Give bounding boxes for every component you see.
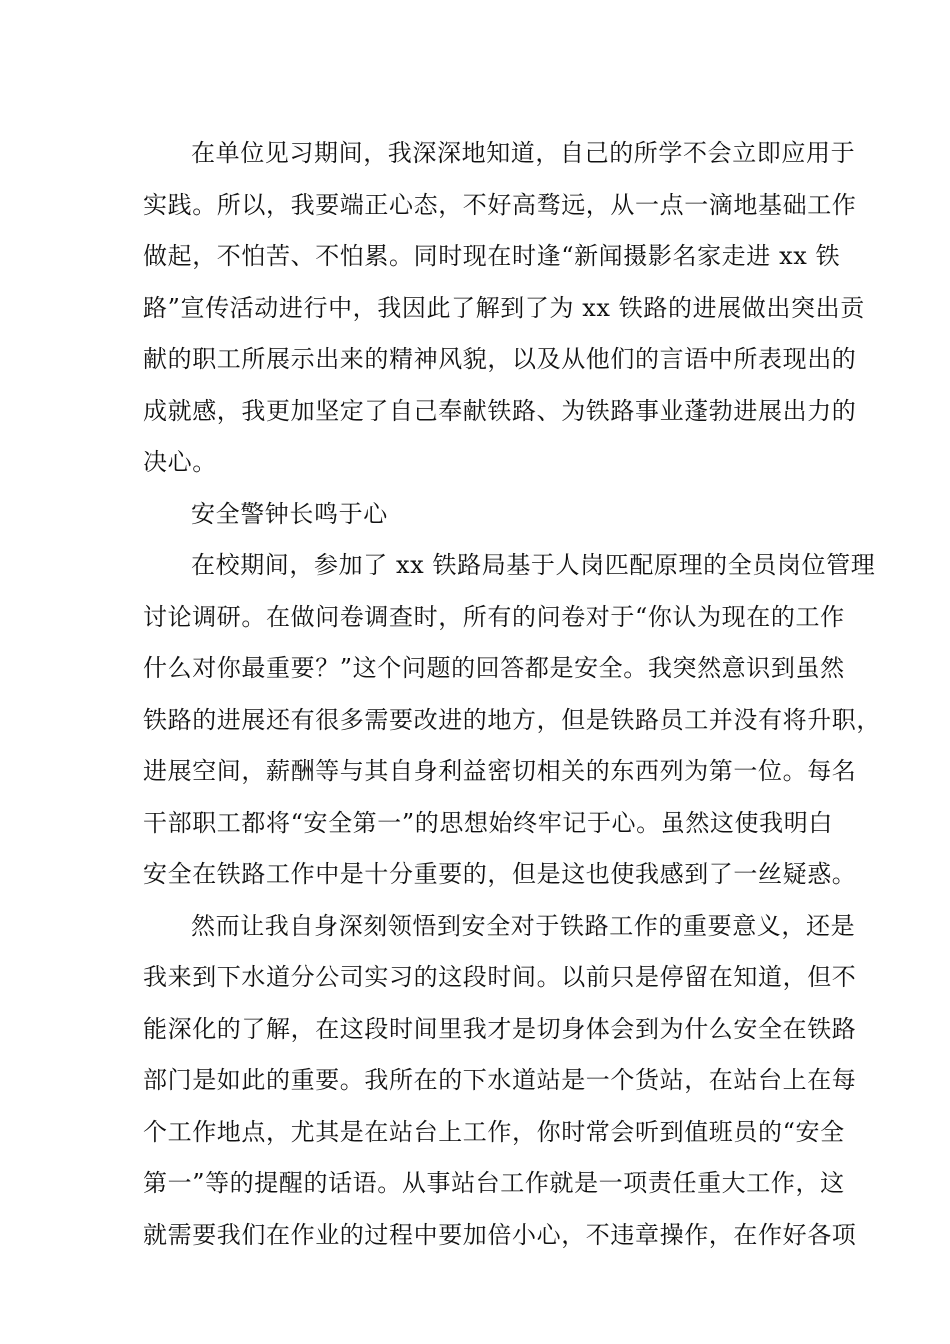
paragraph-3-line-5: 个工作地点，尤其是在站台上工作，你时常会听到值班员的“安全 bbox=[143, 1117, 845, 1146]
paragraph-2-line-6: 干部职工都将“安全第一”的思想始终牢记于心。虽然这使我明白 bbox=[143, 808, 833, 837]
section-heading: 安全警钟长鸣于心 bbox=[191, 499, 388, 528]
paragraph-3-line-3: 能深化的了解，在这段时间里我才是切身体会到为什么安全在铁路 bbox=[143, 1014, 857, 1043]
paragraph-3-line-6: 第一”等的提醒的话语。从事站台工作就是一项责任重大工作，这 bbox=[143, 1169, 845, 1197]
paragraph-3-line-2: 我来到下水道分公司实习的这段时间。以前只是停留在知道，但不 bbox=[143, 963, 857, 991]
paragraph-1-line-2: 实践。所以，我要端正心态，不好高骛远，从一点一滴地基础工作 bbox=[143, 190, 857, 219]
paragraph-3-line-4: 部门是如此的重要。我所在的下水道站是一个货站，在站台上在每 bbox=[143, 1066, 857, 1094]
paragraph-3-line-1: 然而让我自身深刻领悟到安全对于铁路工作的重要意义，还是 bbox=[191, 911, 856, 940]
document-body bbox=[143, 128, 881, 1261]
paragraph-1-line-1: 在单位见习期间，我深深地知道，自己的所学不会立即应用于 bbox=[191, 139, 856, 167]
paragraph-2-line-3: 什么对你最重要？”这个问题的回答都是安全。我突然意识到虽然 bbox=[143, 654, 845, 682]
paragraph-1-line-5: 献的职工所展示出来的精神风貌，以及从他们的言语中所表现出的 bbox=[143, 345, 857, 373]
paragraph-2-line-2: 讨论调研。在做问卷调查时，所有的问卷对于“你认为现在的工作 bbox=[143, 602, 845, 631]
paragraph-1-line-3: 做起，不怕苦、不怕累。同时现在时逢“新闻摄影名家走进 xx 铁 bbox=[143, 242, 841, 270]
paragraph-2-line-4: 铁路的进展还有很多需要改进的地方，但是铁路员工并没有将升职， bbox=[143, 705, 881, 734]
paragraph-1-line-7: 决心。 bbox=[143, 448, 217, 476]
paragraph-2-line-5: 进展空间，薪酬等与其自身利益密切相关的东西列为第一位。每名 bbox=[143, 757, 857, 785]
paragraph-1-line-6: 成就感，我更加坚定了自己奉献铁路、为铁路事业蓬勃进展出力的 bbox=[143, 396, 857, 425]
paragraph-2-line-7: 安全在铁路工作中是十分重要的，但是这也使我感到了一丝疑惑。 bbox=[143, 860, 857, 888]
paragraph-3-line-7: 就需要我们在作业的过程中要加倍小心，不违章操作，在作好各项 bbox=[143, 1220, 857, 1249]
paragraph-1-line-4: 路”宣传活动进行中，我因此了解到了为 xx 铁路的进展做出突出贡 bbox=[143, 293, 865, 322]
paragraph-2-line-1: 在校期间，参加了 xx 铁路局基于人岗匹配原理的全员岗位管理 bbox=[191, 551, 876, 579]
